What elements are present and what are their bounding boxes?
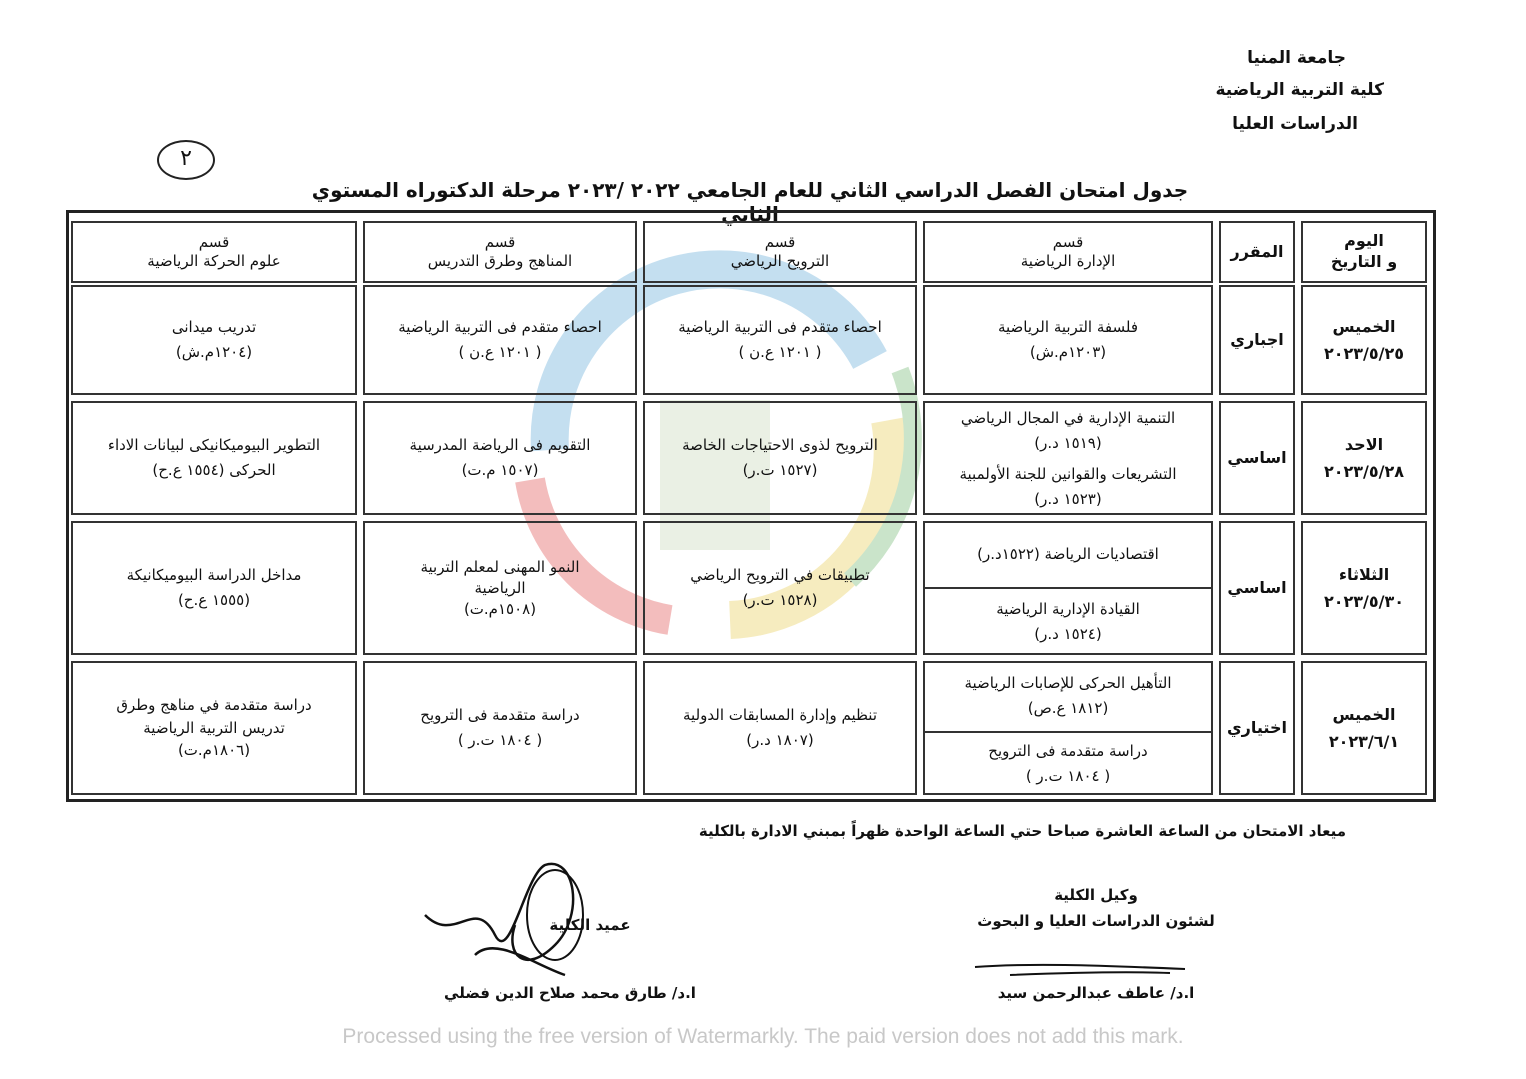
row3-admin [923, 521, 1213, 655]
row2-recreation: الترويح لذوى الاحتياجات الخاصة (١٥٢٧ ت.ر) [643, 401, 917, 515]
row2-admin-course-b: التشريعات والقوانين للجنة الأولمبية (١٥٢٣ د.ر) [959, 464, 1177, 508]
row4-type: اختياري [1219, 661, 1295, 795]
header-course: المقرر [1219, 221, 1295, 283]
row4-admin [923, 661, 1213, 795]
vice-dean-title: وكيل الكلية [1054, 886, 1138, 904]
header-movement: قسم علوم الحركة الرياضية [71, 221, 357, 283]
university-name: جامعة المنيا [1247, 48, 1346, 68]
row4-admin-course-b: دراسة متقدمة فى الترويح ( ١٨٠٤ ت.ر ) [988, 741, 1148, 785]
vice-dean-signature [970, 955, 1190, 985]
row2-type: اساسي [1219, 401, 1295, 515]
schedule-table [66, 210, 1436, 802]
row1-movement: تدريب ميدانى (١٢٠٤م.ش) [71, 285, 357, 395]
row4-admin-course-a: التأهيل الحركى للإصابات الرياضية (١٨١٢ ع.ص) [964, 673, 1172, 717]
row2-admin-course-a: التنمية الإدارية في المجال الرياضي (١٥١٩ د.ر) [960, 408, 1176, 452]
header-day: اليوم و التاريخ [1301, 221, 1427, 283]
row2-movement: التطوير البيوميكانيكى لبيانات الاداء الحركى (١٥٥٤ ع.ح) [71, 401, 357, 515]
row2-day: الاحد ٢٠٢٣/٥/٢٨ [1301, 401, 1427, 515]
header-admin: قسم الإدارة الرياضية [923, 221, 1213, 283]
header-recreation: قسم الترويح الرياضي [643, 221, 917, 283]
row1-curricula: احصاء متقدم فى التربية الرياضية ( ١٢٠١ ع.ن ) [363, 285, 637, 395]
watermark-text: Processed using the free version of Watermarkly. The paid version does not add this mark. [342, 1025, 1184, 1048]
row4-day: الخميس ٢٠٢٣/٦/١ [1301, 661, 1427, 795]
faculty-name: كلية التربية الرياضية [1215, 80, 1384, 100]
row4-curricula: دراسة متقدمة فى الترويح ( ١٨٠٤ ت.ر ) [363, 661, 637, 795]
row1-day: الخميس ٢٠٢٣/٥/٢٥ [1301, 285, 1427, 395]
dean-name: ا.د/ طارق محمد صلاح الدين فضلي [444, 984, 696, 1002]
header-curricula: قسم المناهج وطرق التدريس [363, 221, 637, 283]
row1-admin: فلسفة التربية الرياضية (١٢٠٣م.ش) [923, 285, 1213, 395]
row3-recreation: تطبيقات في الترويح الرياضي (١٥٢٨ ت.ر) [643, 521, 917, 655]
row3-movement: مداخل الدراسة البيوميكانيكة (١٥٥٥ ع.ح) [71, 521, 357, 655]
row3-type: اساسي [1219, 521, 1295, 655]
vice-dean-block [946, 886, 1246, 930]
row2-admin [923, 401, 1213, 515]
row4-recreation: تنظيم وإدارة المسابقات الدولية (١٨٠٧ د.ر) [643, 661, 917, 795]
row3-curricula: النمو المهنى لمعلم التربية الرياضية (١٥٠٨م.ت) [363, 521, 637, 655]
vice-dean-subtitle: لشئون الدراسات العليا و البحوث [977, 912, 1215, 930]
schedule-title: جدول امتحان الفصل الدراسي الثاني للعام الجامعي ٢٠٢٢ /٢٠٢٣ مرحلة الدكتوراه المستوي الثاني [311, 178, 1189, 226]
row2-curricula: التقويم فى الرياضة المدرسية (١٥٠٧ م.ت) [363, 401, 637, 515]
vice-dean-name: ا.د/ عاطف عبدالرحمن سيد [997, 984, 1195, 1002]
row3-admin-course-b: القيادة الإدارية الرياضية (١٥٢٤ د.ر) [996, 599, 1140, 643]
row4-movement: دراسة متقدمة في مناهج وطرق تدريس التربية الرياضية (١٨٠٦م.ت) [71, 661, 357, 795]
department-name: الدراسات العليا [1232, 114, 1358, 134]
page-number: ٢ [157, 140, 215, 180]
row3-admin-course-a: اقتصاديات الرياضة (١٥٢٢د.ر) [977, 545, 1159, 564]
dean-signature [415, 855, 615, 985]
row1-recreation: احصاء متقدم فى التربية الرياضية ( ١٢٠١ ع.ن ) [643, 285, 917, 395]
row3-day: الثلاثاء ٢٠٢٣/٥/٣٠ [1301, 521, 1427, 655]
exam-time-note: ميعاد الامتحان من الساعة العاشرة صباحا حتي الساعة الواحدة ظهراً بمبني الادارة بالكلية [698, 822, 1346, 840]
row1-type: اجباري [1219, 285, 1295, 395]
dean-title: عميد الكلية [549, 916, 631, 934]
